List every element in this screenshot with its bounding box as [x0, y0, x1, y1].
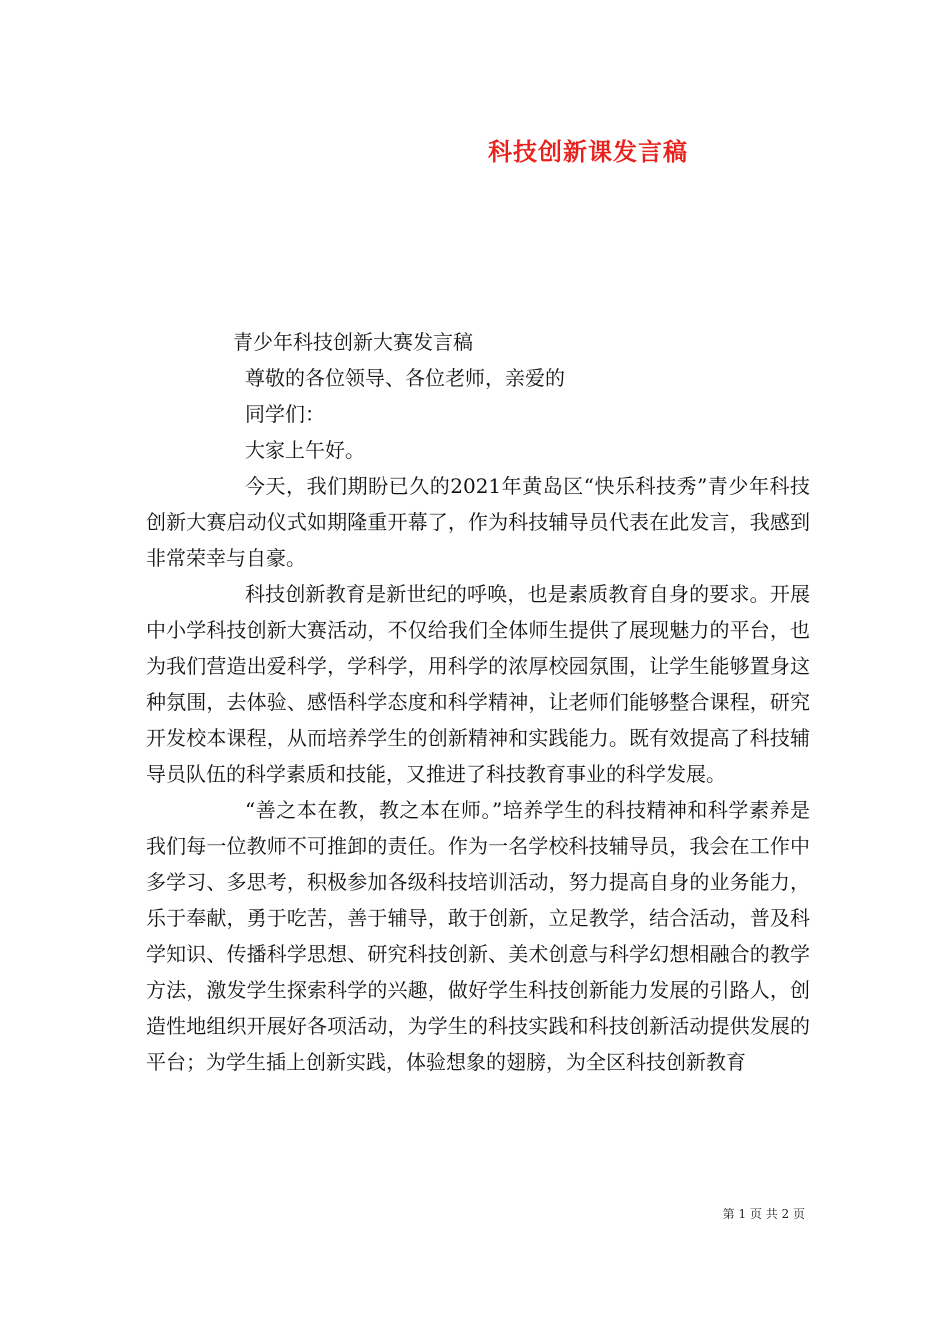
greeting-line-1: 尊敬的各位领导、各位老师，亲爱的	[245, 366, 565, 390]
greeting-line-3: 大家上午好。	[245, 438, 365, 462]
document-subtitle: 青少年科技创新大赛发言稿	[233, 330, 473, 354]
paragraph-science-education: 科技创新教育是新世纪的呼唤，也是素质教育自身的要求。开展中小学科技创新大赛活动，不仅给我们全体师生提供了展现魅力的平台，也为我们营造出爱科学，学科学，用科学的浓厚校园氛围，让学生能够置身这种氛围，去体验、感悟科学态度和科学精神，让老师们能够整合课程，研究开发校本课程，从而培养学生的创新精神和实践能力。既有效提高了科技辅导员队伍的科学素质和技能，又推进了科技教育事业的科学发展。	[146, 582, 810, 786]
document-body	[146, 324, 810, 1080]
document-title: 科技创新课发言稿	[488, 137, 688, 166]
paragraph-teacher-responsibility: “善之本在教，教之本在师。”培养学生的科技精神和科学素养是我们每一位教师不可推卸的责任。作为一名学校科技辅导员，我会在工作中多学习、多思考，积极参加各级科技培训活动，努力提高自身的业务能力，乐于奉献，勇于吃苦，善于辅导，敢于创新，立足教学，结合活动，普及科学知识、传播科学思想、研究科技创新、美术创意与科学幻想相融合的教学方法，激发学生探索科学的兴趣，做好学生科技创新能力发展的引路人，创造性地组织开展好各项活动，为学生的科技实践和科技创新活动提供发展的平台；为学生插上创新实践，体验想象的翅膀，为全区科技创新教育	[146, 798, 810, 1074]
page-number: 第 1 页 共 2 页	[722, 1207, 805, 1221]
greeting-line-2: 同学们：	[245, 402, 325, 426]
paragraph-opening: 今天，我们期盼已久的2021年黄岛区“快乐科技秀”青少年科技创新大赛启动仪式如期隆重开幕了，作为科技辅导员代表在此发言，我感到非常荣幸与自豪。	[146, 474, 810, 570]
